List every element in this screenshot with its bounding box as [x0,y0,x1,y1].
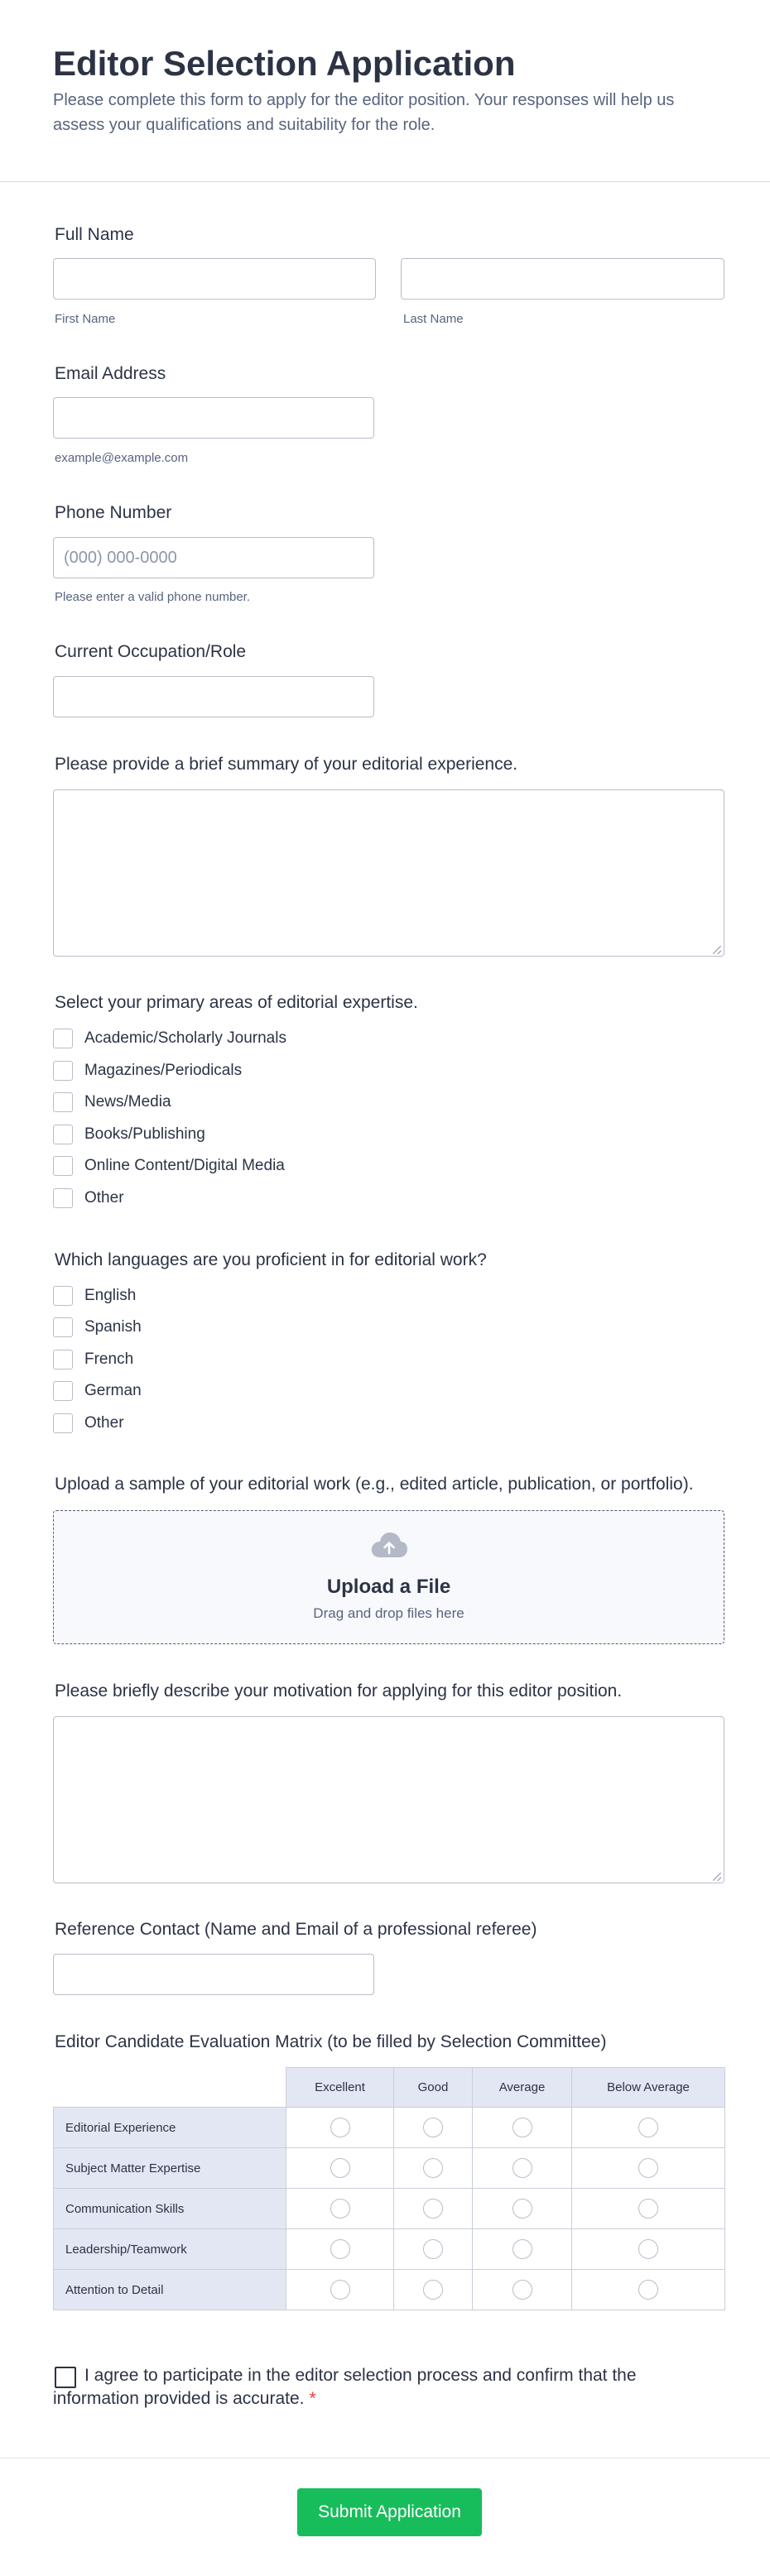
last-name-input[interactable] [401,258,724,300]
experience-summary-textarea[interactable] [53,789,724,957]
motivation-label: Please briefly describe your motivation for applying for this editor position. [55,1681,623,1701]
language-option-label: German [84,1382,142,1399]
matrix-label: Editor Candidate Evaluation Matrix (to be filled by Selection Committee) [55,2032,607,2051]
radio-button[interactable] [513,2118,532,2137]
matrix-cell[interactable] [286,2108,394,2148]
form-title: Editor Selection Application [53,44,516,83]
checkbox[interactable] [53,1317,73,1337]
checkbox[interactable] [53,1188,73,1208]
matrix-cell[interactable] [286,2229,394,2270]
matrix-row-label: Subject Matter Expertise [54,2148,286,2189]
matrix-cell[interactable] [286,2270,394,2310]
phone-input[interactable] [53,537,374,578]
matrix-cell[interactable] [394,2189,473,2229]
language-option-label: English [84,1287,137,1304]
radio-button[interactable] [330,2199,350,2219]
matrix-row [54,2148,725,2189]
radio-button[interactable] [423,2158,443,2178]
phone-sublabel: Please enter a valid phone number. [55,590,250,604]
radio-button[interactable] [638,2118,658,2137]
matrix-cell[interactable] [473,2270,572,2310]
radio-button[interactable] [513,2239,532,2259]
language-option[interactable] [53,1413,124,1434]
radio-button[interactable] [638,2199,658,2219]
submit-button[interactable]: Submit Application [297,2488,482,2536]
languages-label: Which languages are you proficient in for editorial work? [55,1250,487,1269]
matrix-cell[interactable] [286,2189,394,2229]
expertise-option[interactable] [53,1155,285,1177]
agreement-text [53,2364,649,2411]
resize-grip-icon[interactable] [713,946,721,954]
expertise-option[interactable] [53,1028,286,1049]
expertise-option-label: Academic/Scholarly Journals [84,1029,286,1047]
required-mark: * [309,2389,316,2408]
matrix-cell[interactable] [473,2148,572,2189]
language-option[interactable] [53,1285,136,1307]
matrix-row [54,2189,725,2229]
matrix-cell[interactable] [572,2229,725,2270]
reference-label: Reference Contact (Name and Email of a professional referee) [55,1920,537,1939]
matrix-column-header: Excellent [286,2068,394,2108]
expertise-option-label: News/Media [84,1093,171,1111]
radio-button[interactable] [423,2280,443,2300]
expertise-option[interactable] [53,1124,205,1145]
agreement-checkbox[interactable] [55,2367,76,2388]
matrix-row-label: Communication Skills [54,2189,286,2229]
form-subtitle: Please complete this form to apply for the editor position. Your responses will help us assess your qualifications and suitability for the role. [53,91,675,134]
expertise-option-label: Magazines/Periodicals [84,1062,243,1079]
radio-button[interactable] [330,2118,350,2137]
matrix-corner [54,2068,286,2108]
matrix-row-label: Attention to Detail [54,2270,286,2310]
expertise-label: Select your primary areas of editorial expertise. [55,993,418,1012]
last-name-sublabel: Last Name [403,312,464,326]
radio-button[interactable] [638,2158,658,2178]
expertise-option[interactable] [53,1060,242,1082]
radio-button[interactable] [330,2158,350,2178]
language-option-label: French [84,1350,134,1368]
checkbox[interactable] [53,1413,73,1433]
matrix-column-header: Average [473,2068,572,2108]
occupation-input[interactable] [53,676,374,717]
radio-button[interactable] [423,2239,443,2259]
matrix-header-row [54,2068,725,2108]
language-option[interactable] [53,1349,133,1370]
reference-input[interactable] [53,1954,374,1995]
language-option-label: Spanish [84,1318,142,1336]
radio-button[interactable] [638,2239,658,2259]
matrix-column-header: Below Average [572,2068,725,2108]
radio-button[interactable] [330,2280,350,2300]
matrix-cell[interactable] [394,2229,473,2270]
checkbox[interactable] [53,1125,73,1144]
radio-button[interactable] [638,2280,658,2300]
resize-grip-icon[interactable] [713,1873,721,1881]
matrix-row [54,2229,725,2270]
language-option-label: Other [84,1414,124,1432]
matrix-row [54,2108,725,2148]
first-name-input[interactable] [53,258,376,300]
checkbox[interactable] [53,1286,73,1306]
checkbox[interactable] [53,1381,73,1401]
motivation-textarea[interactable] [53,1716,724,1883]
matrix-cell[interactable] [473,2229,572,2270]
file-upload-dropzone[interactable] [53,1510,724,1644]
upload-label: Upload a sample of your editorial work (e.g., edited article, publication, or portfolio). [55,1475,694,1494]
matrix-cell[interactable] [572,2189,725,2229]
radio-button[interactable] [513,2280,532,2300]
cloud-upload-icon [370,1531,408,1559]
occupation-label: Current Occupation/Role [55,642,247,661]
radio-button[interactable] [513,2199,532,2219]
email-label: Email Address [55,364,166,383]
expertise-option-label: Other [84,1189,124,1206]
matrix-cell[interactable] [394,2270,473,2310]
checkbox[interactable] [53,1092,73,1112]
checkbox[interactable] [53,1156,73,1176]
email-input[interactable] [53,397,374,439]
matrix-row-label: Leadership/Teamwork [54,2229,286,2270]
matrix-cell[interactable] [572,2108,725,2148]
radio-button[interactable] [330,2239,350,2259]
agreement-label: I agree to participate in the editor selection process and confirm that the information provided is accurate. [53,2366,637,2408]
phone-label: Phone Number [55,503,172,522]
matrix-cell[interactable] [572,2270,725,2310]
checkbox[interactable] [53,1061,73,1081]
upload-title: Upload a File [326,1576,451,1598]
matrix-cell[interactable] [473,2108,572,2148]
matrix-cell[interactable] [286,2148,394,2189]
agreement-row[interactable] [53,2364,649,2411]
language-option[interactable] [53,1380,142,1402]
expertise-option[interactable] [53,1091,171,1113]
checkbox[interactable] [53,1029,73,1048]
matrix-cell[interactable] [394,2108,473,2148]
radio-button[interactable] [423,2118,443,2137]
expertise-option-label: Books/Publishing [84,1125,205,1143]
first-name-sublabel: First Name [55,312,116,326]
matrix-cell[interactable] [572,2148,725,2189]
matrix-cell[interactable] [473,2189,572,2229]
matrix-row-label: Editorial Experience [54,2108,286,2148]
matrix-column-header: Good [394,2068,473,2108]
experience-summary-label: Please provide a brief summary of your editorial experience. [55,755,518,774]
checkbox[interactable] [53,1350,73,1370]
expertise-option[interactable] [53,1187,124,1209]
header-divider [0,181,770,182]
form-header [53,43,715,137]
language-option[interactable] [53,1317,142,1338]
evaluation-matrix [53,2067,725,2310]
matrix-row [54,2270,725,2310]
upload-subtitle: Drag and drop files here [313,1605,464,1621]
expertise-option-label: Online Content/Digital Media [84,1157,285,1174]
full-name-label: Full Name [55,225,134,244]
radio-button[interactable] [513,2158,532,2178]
email-sublabel: example@example.com [55,451,189,465]
radio-button[interactable] [423,2199,443,2219]
matrix-cell[interactable] [394,2148,473,2189]
